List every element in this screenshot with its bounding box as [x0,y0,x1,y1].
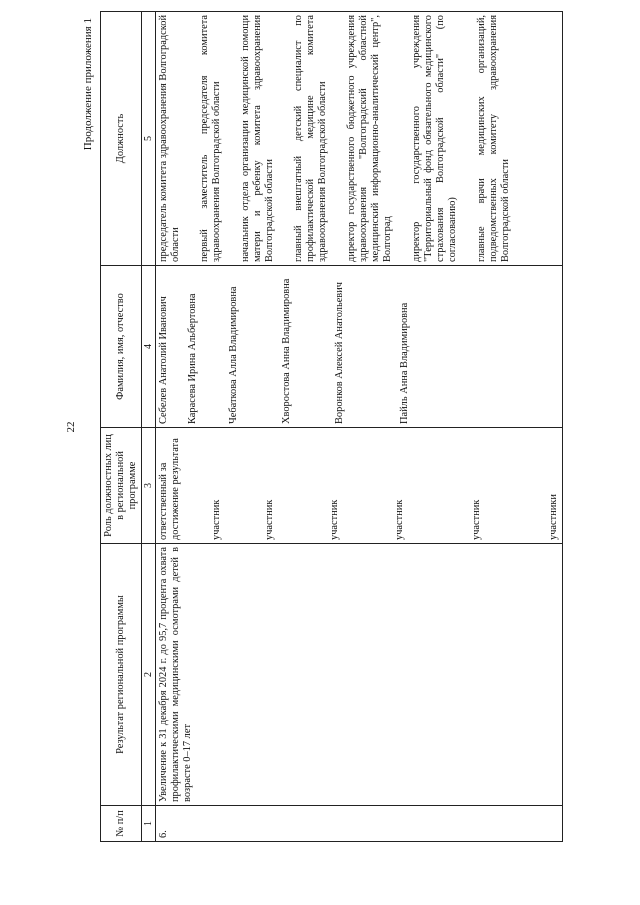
position-text: начальник отдела организации медицинской помощи матери и ребенку комитета здравоохранения Волгоградской области [240,15,275,262]
column-number: 3 [142,428,156,544]
header-result: Результат региональной программы [101,544,142,806]
page-number: 22 [65,421,77,433]
table-header-row [101,12,142,842]
role-text: участник [394,499,405,540]
row-number: 6. [156,806,563,842]
position-text: директор государственного учреждения "Территориальный фонд обязательного медицинского страхования Волгоградской области" (по согласованию) [411,15,458,262]
table-row [156,12,563,842]
rotated-landscape-content [64,12,584,842]
header-name: Фамилия, имя, отчество [101,266,142,428]
program-table [100,11,563,842]
header-position: Должность [101,12,142,266]
role-text: участник [264,499,275,540]
header-role: Роль должностных лиц в региональной программе [101,428,142,544]
position-text: директор государственного бюджетного учреждения здравоохранения "Волгоградский областной медицинский информационно-аналитический центр", Волгоград [346,15,393,262]
person-name: Себелев Анатолий Иванович [158,296,169,424]
role-text: участник [471,499,482,540]
role-text: участник [329,499,340,540]
position-text: главный внештатный детский специалист по профилактической медицине комитета здравоохранения Волгоградской области [293,15,328,262]
positions-cell [156,12,563,266]
person-name: Карасева Ирина Альбертовна [187,293,198,424]
names-cell [156,266,563,428]
person-name: Чебаткова Алла Владимировна [228,286,239,424]
role-text: участники [548,494,559,540]
header-number: № п/п [101,806,142,842]
continuation-label: Продолжение приложения 1 [82,18,94,151]
role-text: ответственный за достижение результата [158,438,181,540]
column-number: 2 [142,544,156,806]
position-text: председатель комитета здравоохранения Волгоградской области [158,15,181,262]
roles-cell [156,428,563,544]
column-number-row [142,12,156,842]
position-text: главные врачи медицинских организаций, подведомственных комитету здравоохранения Волгоградской области [476,15,511,262]
person-name: Пайль Анна Владимировна [399,302,410,424]
person-name: Воронков Алексей Анатольевич [334,282,345,424]
person-name: Хворостова Анна Владимировна [281,278,292,424]
result-cell: Увеличение к 31 декабря 2024 г. до 95,7 процента охвата профилактическими медицинскими осмотрами детей в возрасте 0–17 лет [156,544,563,806]
role-text: участник [211,499,222,540]
column-number: 4 [142,266,156,428]
column-number: 1 [142,806,156,842]
position-text: первый заместитель председателя комитета здравоохранения Волгоградской области [199,15,222,262]
column-number: 5 [142,12,156,266]
